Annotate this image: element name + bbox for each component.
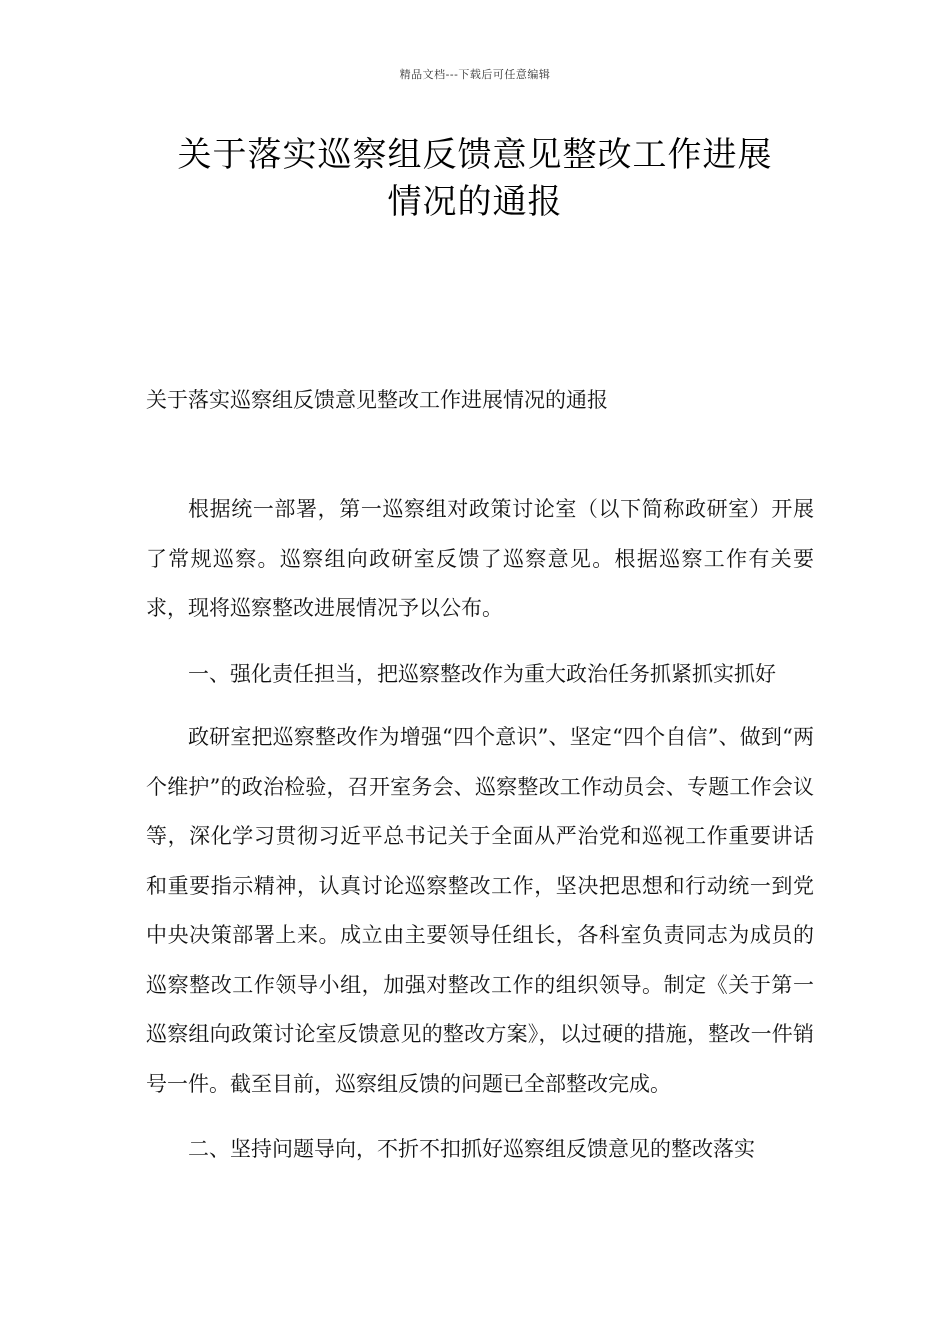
document-body <box>146 485 814 1191</box>
document-title <box>80 132 870 226</box>
section-heading-1: 一、强化责任担当，把巡察整改作为重大政治任务抓紧抓实抓好 <box>188 661 776 686</box>
document-subtitle: 关于落实巡察组反馈意见整改工作进展情况的通报 <box>146 388 608 412</box>
title-line-1: 关于落实巡察组反馈意见整改工作进展 <box>177 135 773 175</box>
paragraph-intro: 根据统一部署，第一巡察组对政策讨论室（以下简称政研室）开展了常规巡察。巡察组向政研室反馈了巡察意见。根据巡察工作有关要求，现将巡察整改进展情况予以公布。 <box>146 497 814 620</box>
header-note: 精品文档---下载后可任意编辑 <box>399 68 551 81</box>
section-heading-2: 二、坚持问题导向，不折不扣抓好巡察组反馈意见的整改落实 <box>188 1137 755 1161</box>
title-line-2: 情况的通报 <box>387 182 563 222</box>
paragraph-section-1: 政研室把巡察整改作为增强“四个意识”、坚定“四个自信”、做到“两个维护”的政治检验，召开室务会、巡察整改工作动员会、专题工作会议等，深化学习贯彻习近平总书记关于全面从严治党和巡视工作重要讲话和重要指示精神，认真讨论巡察整改工作，坚决把思想和行动统一到党中央决策部署上来。成立由主要领导任组长，各科室负责同志为成员的巡察整改工作领导小组，加强对整改工作的组织领导。制定《关于第一巡察组向政策讨论室反馈意见的整改方案》，以过硬的措施，整改一件销号一件。截至目前，巡察组反馈的问题已全部整改完成。 <box>146 725 814 1096</box>
